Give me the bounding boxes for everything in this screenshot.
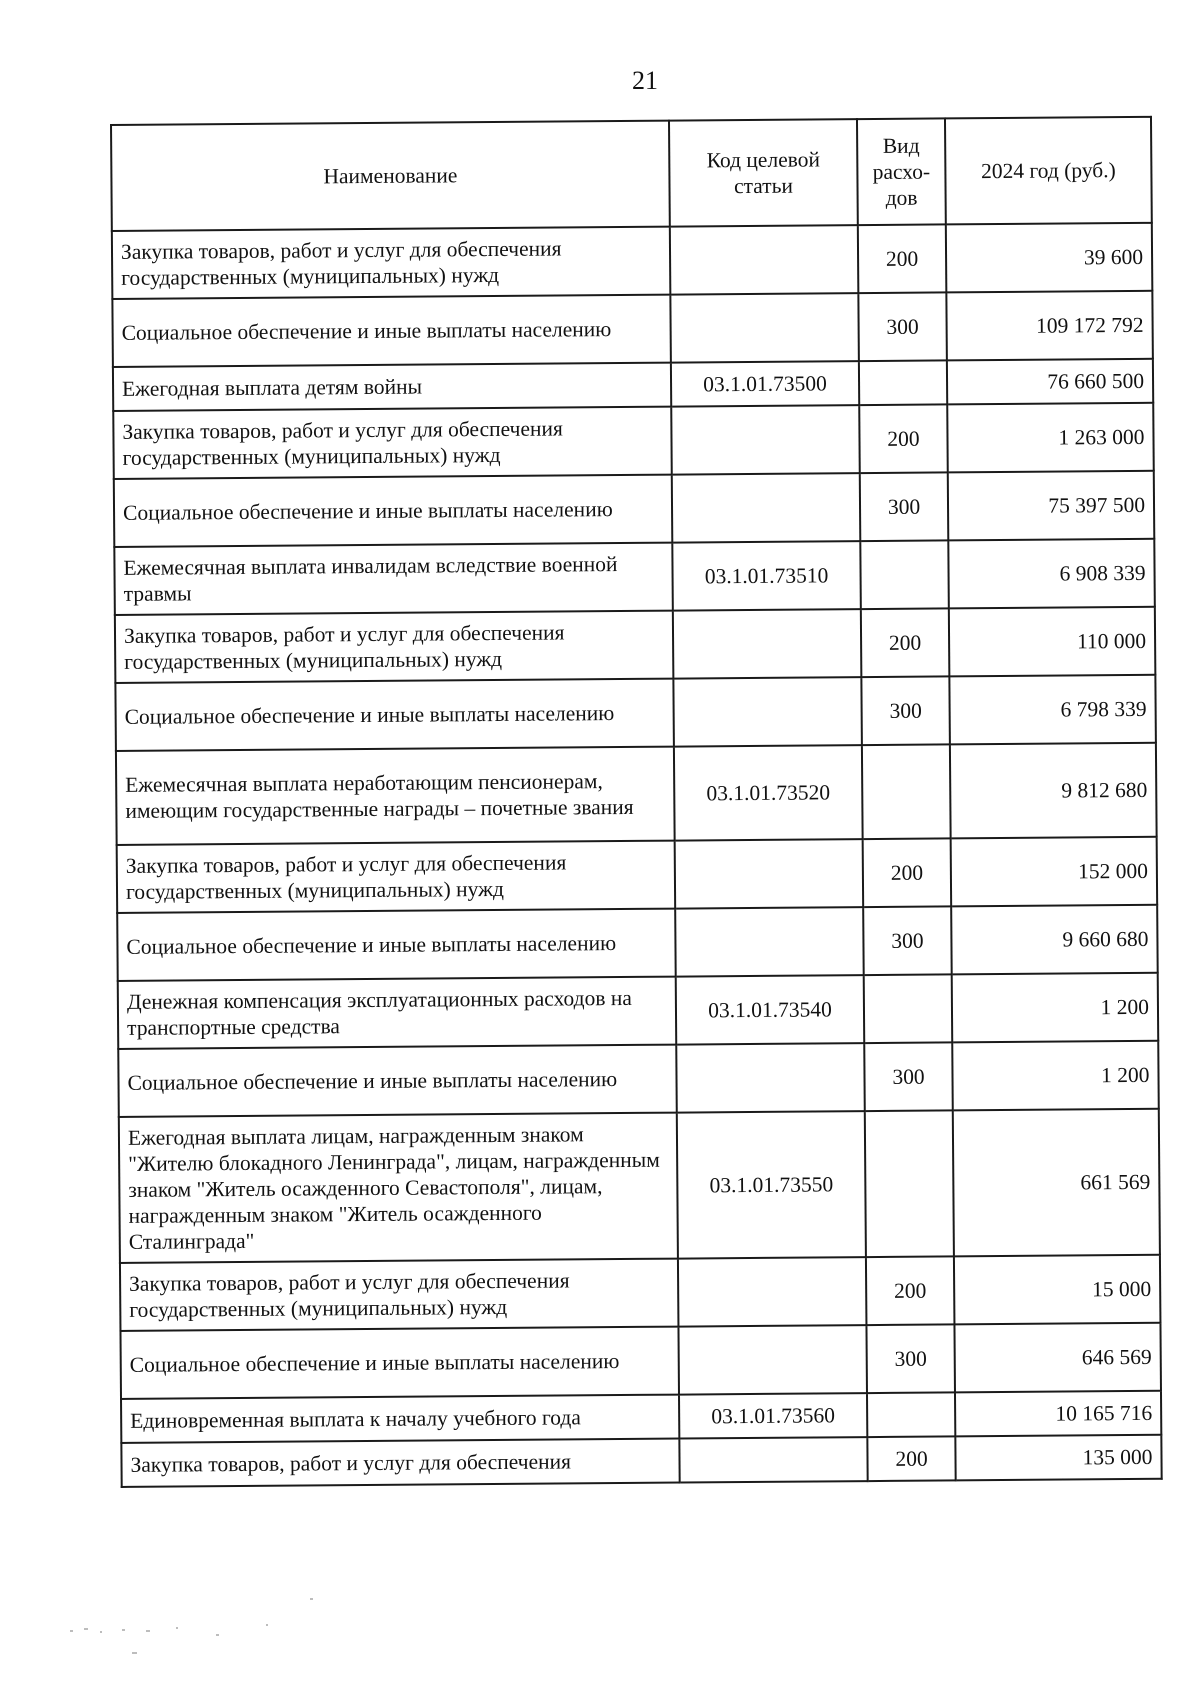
table-row: [121, 1435, 1161, 1487]
row-kind: 200: [863, 838, 952, 907]
row-code: 03.1.01.73520: [674, 745, 863, 840]
row-kind: 200: [867, 1436, 955, 1481]
scan-artifacts: [66, 1594, 366, 1654]
row-amount: 6 798 339: [949, 675, 1156, 745]
row-code: [671, 405, 860, 474]
row-kind: 300: [863, 906, 952, 975]
row-amount: 109 172 792: [946, 291, 1153, 361]
row-name: Ежемесячная выплата неработающим пенсионерам, имеющим государственные награды – почетные звания: [116, 747, 675, 845]
row-code: [675, 907, 864, 976]
table-row: [115, 607, 1156, 683]
header-row: [111, 117, 1152, 231]
table-row: [120, 1255, 1161, 1331]
budget-table: [110, 116, 1163, 1488]
row-name: Ежемесячная выплата инвалидам вследствие военной травмы: [114, 543, 673, 615]
table-row: [112, 291, 1153, 367]
table-row: [114, 539, 1155, 615]
row-name: Социальное обеспечение и иные выплаты населению: [120, 1327, 679, 1399]
row-code: [679, 1437, 867, 1482]
row-amount: 152 000: [951, 837, 1158, 907]
row-name: Единовременная выплата к началу учебного года: [121, 1395, 679, 1443]
table-row: [117, 905, 1158, 981]
row-name: Ежегодная выплата лицам, награжденным знаком "Жителю блокадного Ленинграда", лицам, награжденным знаком "Житель осажденного Севастополя", лицам, награжденным знаком "Житель осажденного Сталинграда": [119, 1113, 678, 1263]
row-kind: 200: [861, 608, 950, 677]
row-kind: [867, 1392, 955, 1437]
row-amount: 1 200: [952, 973, 1159, 1043]
row-name: Социальное обеспечение и иные выплаты населению: [118, 1045, 677, 1117]
row-kind: [860, 540, 949, 609]
row-amount: 646 569: [954, 1323, 1161, 1393]
table-row: [117, 837, 1158, 913]
row-kind: [859, 360, 947, 405]
row-code: 03.1.01.73510: [672, 541, 861, 610]
row-amount: 76 660 500: [947, 359, 1153, 405]
row-kind: 300: [861, 676, 950, 745]
table-row: [115, 675, 1156, 751]
budget-table-container: [110, 116, 1161, 1488]
table-row: [118, 1041, 1159, 1117]
row-code: 03.1.01.73540: [676, 975, 865, 1044]
row-name: Закупка товаров, работ и услуг для обеспечения государственных (муниципальных) нужд: [120, 1259, 679, 1331]
row-kind: 300: [858, 292, 947, 361]
row-name: Закупка товаров, работ и услуг для обеспечения государственных (муниципальных) нужд: [117, 841, 676, 913]
row-kind: 300: [866, 1324, 955, 1393]
row-amount: 9 812 680: [950, 743, 1157, 839]
header-kind: Вид расхо-дов: [857, 118, 946, 225]
row-kind: 200: [859, 404, 948, 473]
row-code: [673, 609, 862, 678]
table-row: [113, 403, 1154, 479]
header-code: Код целевой статьи: [669, 119, 858, 226]
row-amount: 9 660 680: [951, 905, 1158, 975]
header-name: Наименование: [111, 121, 670, 231]
header-amount: 2024 год (руб.): [945, 117, 1152, 225]
row-code: [672, 473, 861, 542]
row-code: [678, 1257, 867, 1326]
row-code: [673, 677, 862, 746]
row-code: [678, 1325, 867, 1394]
row-kind: [865, 1110, 954, 1257]
table-row: [116, 743, 1157, 845]
row-kind: 300: [864, 1042, 953, 1111]
row-name: Социальное обеспечение и иные выплаты населению: [117, 909, 676, 981]
row-name: Социальное обеспечение и иные выплаты населению: [114, 475, 673, 547]
row-code: 03.1.01.73560: [679, 1393, 867, 1438]
row-kind: 300: [860, 472, 949, 541]
table-row: [119, 1109, 1160, 1263]
row-name: Ежегодная выплата детям войны: [113, 363, 671, 411]
row-amount: 1 200: [952, 1041, 1159, 1111]
table-row: [118, 973, 1159, 1049]
row-kind: [864, 974, 953, 1043]
row-amount: 1 263 000: [947, 403, 1154, 473]
table-row: [114, 471, 1155, 547]
row-amount: 10 165 716: [955, 1391, 1161, 1437]
row-amount: 15 000: [954, 1255, 1161, 1325]
row-code: 03.1.01.73500: [671, 361, 859, 406]
table-header: [111, 117, 1152, 231]
row-code: [675, 839, 864, 908]
row-name: Социальное обеспечение и иные выплаты населению: [115, 679, 674, 751]
row-name: Социальное обеспечение и иные выплаты населению: [112, 295, 671, 367]
row-code: [670, 225, 859, 294]
row-amount: 661 569: [953, 1109, 1160, 1257]
table-body: [112, 223, 1162, 1487]
page-number: 21: [632, 66, 658, 95]
row-name: Закупка товаров, работ и услуг для обеспечения государственных (муниципальных) нужд: [112, 227, 671, 299]
row-amount: 135 000: [955, 1435, 1161, 1481]
row-kind: 200: [858, 224, 947, 293]
row-kind: 200: [866, 1256, 955, 1325]
row-amount: 75 397 500: [948, 471, 1155, 541]
row-code: [676, 1043, 865, 1112]
row-kind: [862, 744, 951, 839]
row-amount: 39 600: [946, 223, 1153, 293]
row-code: 03.1.01.73550: [677, 1111, 866, 1258]
table-row: [120, 1323, 1161, 1399]
row-code: [670, 293, 859, 362]
row-name: Закупка товаров, работ и услуг для обеспечения государственных (муниципальных) нужд: [113, 407, 672, 479]
row-name: Денежная компенсация эксплуатационных расходов на транспортные средства: [118, 977, 677, 1049]
row-name: Закупка товаров, работ и услуг для обеспечения государственных (муниципальных) нужд: [115, 611, 674, 683]
row-amount: 110 000: [949, 607, 1156, 677]
row-amount: 6 908 339: [948, 539, 1155, 609]
table-row: [112, 223, 1153, 299]
row-name: Закупка товаров, работ и услуг для обеспечения: [121, 1439, 679, 1487]
